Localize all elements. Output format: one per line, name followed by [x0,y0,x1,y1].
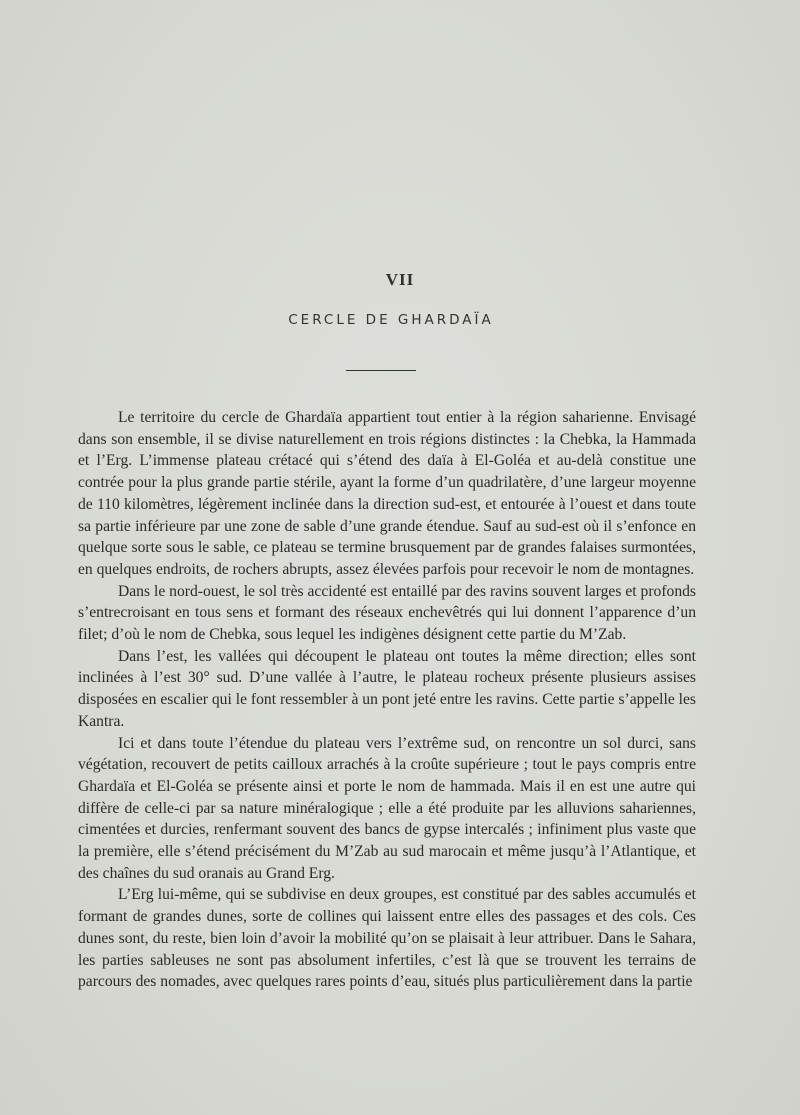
chapter-number: VII [385,270,415,289]
paragraph: Le territoire du cercle de Ghardaïa appartient tout entier à la région saharienne. Envisagé dans son ensemble, il se divise naturellement en trois régions distinctes : la Chebka, la Hammada et l’Erg. L’immense plateau crétacé qui s’étend des daïa à El-Goléa et au-delà constitue une contrée pour la plus grande partie stérile, ayant la forme d’un quadrilatère, d’une largeur moyenne de 110 kilomètres, légèrement inclinée dans la direction sud-est, et entourée à l’ouest et dans toute sa partie inférieure par une zone de sable d’une grande étendue. Sauf au sud-est où il s’enfonce en quelque sorte sous le sable, ce plateau se termine brusquement par de grandes falaises surmontées, en quelques endroits, de rochers abrupts, assez élevées parfois pour recevoir le nom de montagnes. [78,409,696,578]
paragraph: L’Erg lui-même, qui se subdivise en deux groupes, est constitué par des sables accumulés et formant de grandes dunes, sorte de collines qui laissent entre elles des passages et des cols. Ces dunes sont, du reste, bien loin d’avoir la mobilité qu’on se plaisait à leur attribuer. Dans le Sahara, les parties sableuses ne sont pas absolument infertiles, c’est là que se trouvent les terrains de parcours des nomades, avec quelques rares points d’eau, situés plus particulièrement dans la partie [78,886,696,991]
paragraph: Dans l’est, les vallées qui découpent le plateau ont toutes la même direction; elles sont inclinées à l’est 30° sud. D’une vallée à l’autre, le plateau rocheux présente plusieurs assises disposées en escalier qui le font ressembler à un pont jeté entre les ravins. Cette partie s’appelle les Kantra. [78,647,696,730]
body-text [78,407,696,993]
paragraph: Ici et dans toute l’étendue du plateau vers l’extrême sud, on rencontre un sol durci, sans végétation, recouvert de petits cailloux arrachés à la croûte supérieure ; tout le pays compris entre Ghardaïa et El-Goléa se présente ainsi et porte le nom de hammada. Mais il en est une autre qui diffère de celle-ci par sa nature minéralogique ; elle a été produite par les alluvions sahariennes, cimentées et durcies, renfermant souvent des bancs de gypse intercalés ; infiniment plus vaste que la première, elle s’étend précisément du M’Zab au sud marocain et même jusqu’à l’Atlantique, et des chaînes du sud oranais au Grand Erg. [78,734,696,882]
paragraph: Dans le nord-ouest, le sol très accidenté est entaillé par des ravins souvent larges et profonds s’entrecroisant en tous sens et formant des réseaux enchevêtrés qui lui donnent l’apparence d’un filet; d’où le nom de Chebka, sous lequel les indigènes désignent cette partie du M’Zab. [78,582,696,644]
chapter-title: CERCLE DE GHARDAÏA [288,312,494,328]
title-divider [346,370,416,371]
